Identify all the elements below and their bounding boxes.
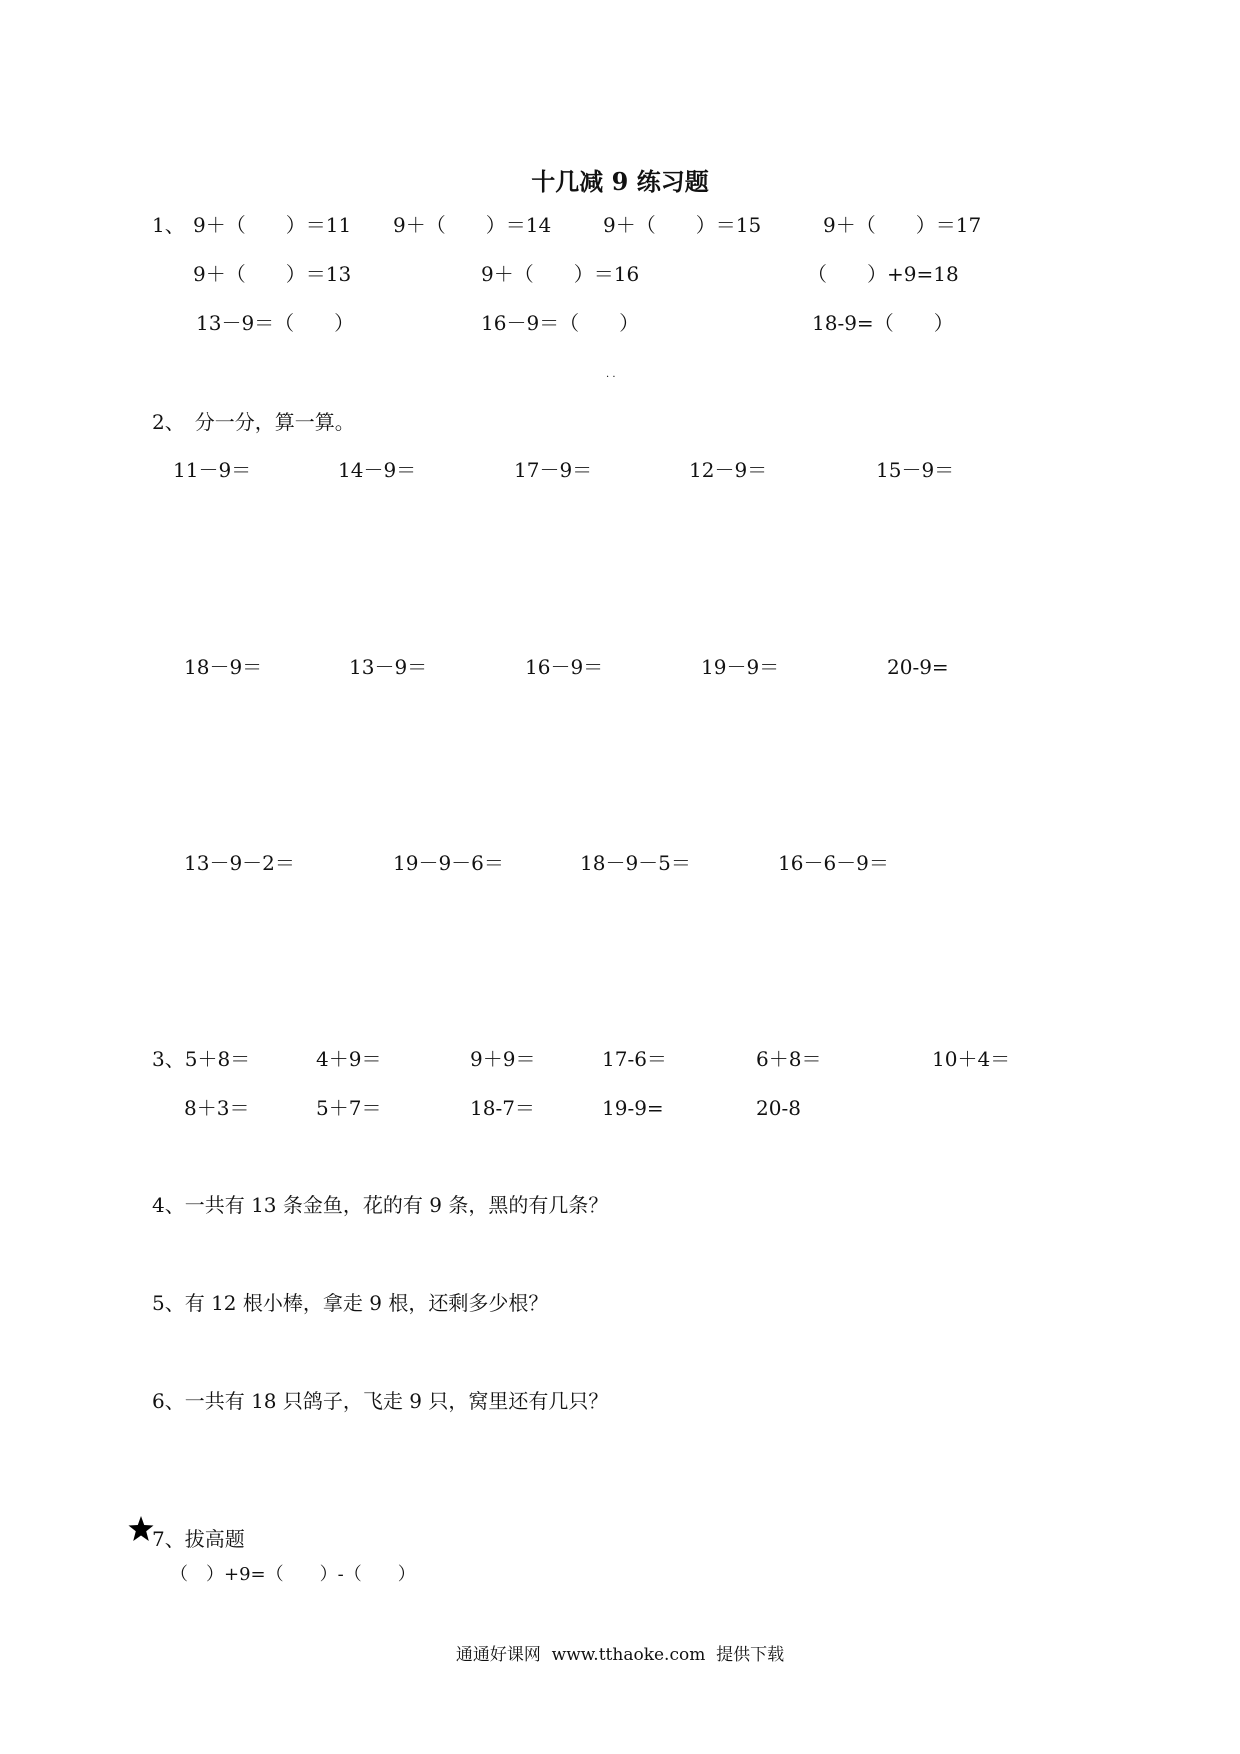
q2-item: 17－9＝ bbox=[514, 458, 593, 482]
q5-text: 5、有 12 根小棒，拿走 9 根，还剩多少根？ bbox=[152, 1291, 549, 1315]
q1-number: 1、 bbox=[152, 213, 185, 237]
q2-item: 18－9－5＝ bbox=[580, 851, 691, 875]
q3-item: 5＋7＝ bbox=[316, 1096, 382, 1120]
q2-item: 11－9＝ bbox=[173, 458, 252, 482]
q1-item: （ ）+9=18 bbox=[807, 262, 959, 286]
q3-item: 18-7＝ bbox=[470, 1096, 535, 1120]
q2-item: 19－9＝ bbox=[701, 655, 780, 679]
q7-expression: （ ）+9=（ ）-（ ） bbox=[170, 1564, 416, 1585]
q2-item: 19－9－6＝ bbox=[393, 851, 504, 875]
q3-item: 19-9= bbox=[602, 1096, 664, 1120]
q2-item: 16－6－9＝ bbox=[778, 851, 889, 875]
star-icon bbox=[128, 1516, 154, 1542]
q1-item: 9＋（ ）＝13 bbox=[193, 262, 352, 286]
q1-item: 9＋（ ）＝11 bbox=[193, 213, 352, 237]
q2-item: 12－9＝ bbox=[689, 458, 768, 482]
q2-item: 14－9＝ bbox=[338, 458, 417, 482]
q2-item: 13－9－2＝ bbox=[184, 851, 295, 875]
q2-item: 18－9＝ bbox=[184, 655, 263, 679]
q3-item: 9＋9＝ bbox=[470, 1047, 536, 1071]
q2-label: 2、 分一分，算一算。 bbox=[152, 410, 355, 434]
q1-item: 9＋（ ）＝14 bbox=[393, 213, 552, 237]
q3-item: 4＋9＝ bbox=[316, 1047, 382, 1071]
q1-item: 9＋（ ）＝15 bbox=[603, 213, 762, 237]
q1-item: 9＋（ ）＝16 bbox=[481, 262, 640, 286]
q4-text: 4、一共有 13 条金鱼，花的有 9 条，黑的有几条？ bbox=[152, 1193, 609, 1217]
q3-item: 20-8 bbox=[756, 1096, 801, 1120]
q1-item: 13－9＝（ ） bbox=[196, 311, 355, 335]
q6-text: 6、一共有 18 只鸽子，飞走 9 只，窝里还有几只？ bbox=[152, 1389, 609, 1413]
q1-item: 9＋（ ）＝17 bbox=[823, 213, 982, 237]
q2-item: 15－9＝ bbox=[876, 458, 955, 482]
q3-item: 6＋8＝ bbox=[756, 1047, 822, 1071]
q3-item: 10＋4＝ bbox=[932, 1047, 1011, 1071]
q3-item: 8＋3＝ bbox=[184, 1096, 250, 1120]
stray-dots: · · bbox=[606, 372, 616, 383]
footer-source: 通通好课网 www.tthaoke.com 提供下载 bbox=[455, 1645, 785, 1665]
q3-item: 3、5＋8＝ bbox=[152, 1047, 251, 1071]
q2-item: 20-9= bbox=[887, 655, 949, 679]
q1-item: 18-9=（ ） bbox=[812, 311, 954, 335]
q2-item: 13－9＝ bbox=[349, 655, 428, 679]
page-title: 十几减 9 练习题 bbox=[531, 167, 709, 196]
q1-item: 16－9＝（ ） bbox=[481, 311, 640, 335]
q2-item: 16－9＝ bbox=[525, 655, 604, 679]
q3-item: 17-6＝ bbox=[602, 1047, 667, 1071]
q7-label: 7、拔高题 bbox=[152, 1527, 245, 1551]
